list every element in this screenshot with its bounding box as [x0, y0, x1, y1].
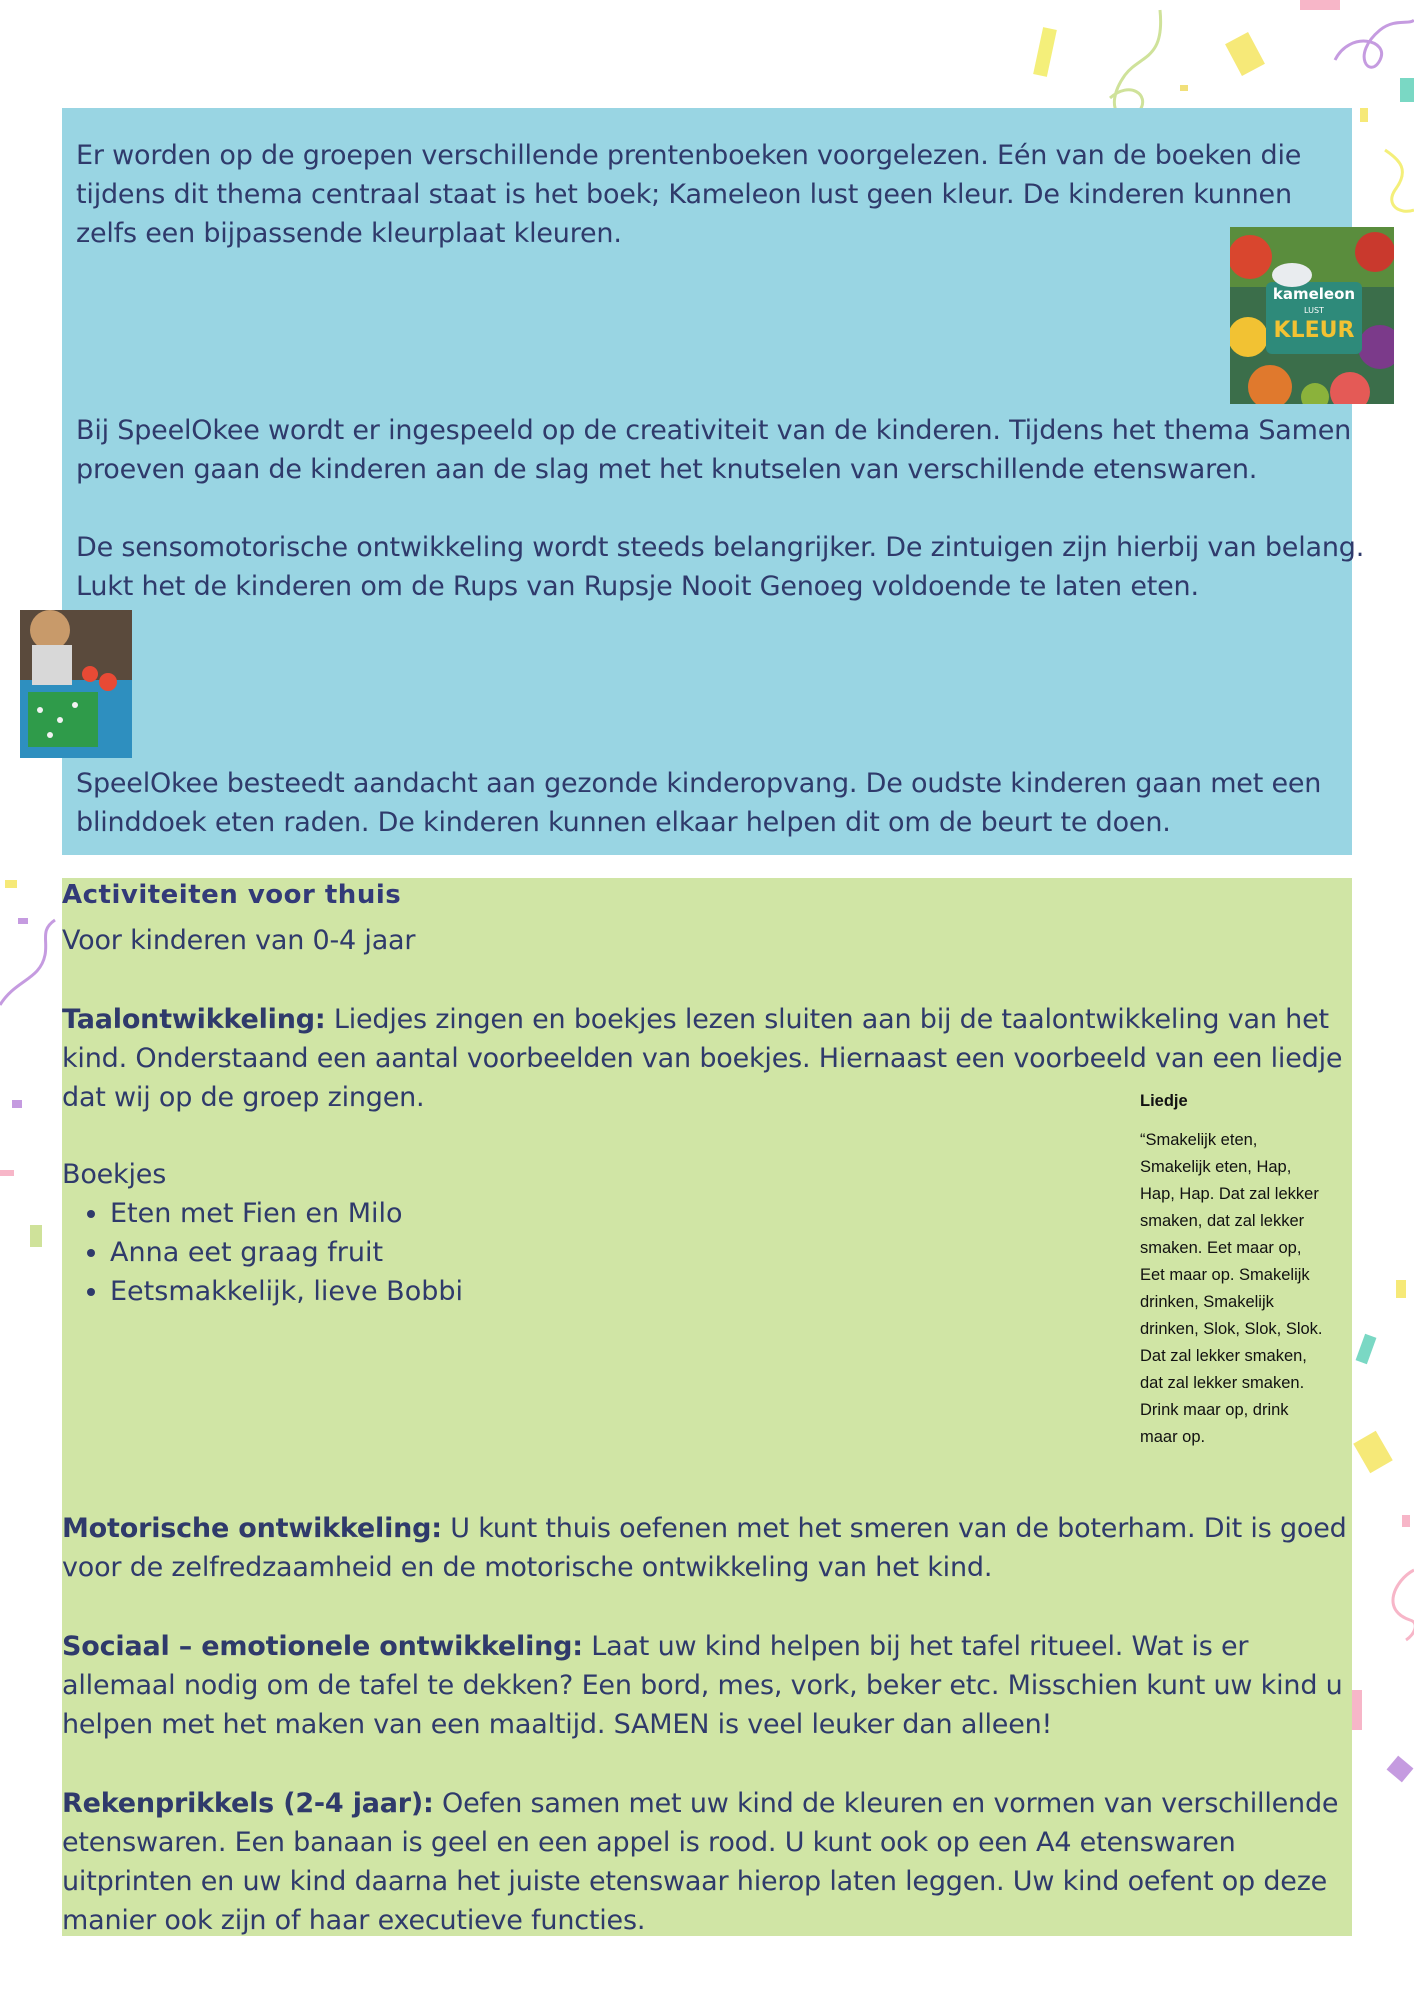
- motor-development-text: U kunt thuis oefenen met het smeren van de boterham. Dit is goed voor de zelfredzaamheid en de motorische ontwikkeling van het kind.: [62, 1513, 1347, 1583]
- song-title: Liedje: [1140, 1092, 1188, 1110]
- blue-paragraph-2: Bij SpeelOkee wordt er ingespeeld op de creativiteit van de kinderen. Tijdens het thema Samen proeven gaan de kinderen aan de slag met het knutselen van verschillende etenswaren.: [76, 415, 1352, 485]
- book-item: • Eetsmakkelijk, lieve Bobbi: [110, 1272, 463, 1311]
- book-item: • Eten met Fien en Milo: [110, 1194, 463, 1233]
- activities-heading: Activiteiten voor thuis: [62, 880, 402, 910]
- social-emotional-paragraph: [62, 1627, 1352, 1744]
- kameleon-book-cover-image: [1230, 227, 1394, 404]
- age-subheading: Voor kinderen van 0-4 jaar: [62, 925, 416, 956]
- books-title: Boekjes: [62, 1159, 167, 1190]
- child-playing-photo: [20, 610, 132, 758]
- language-development-text: Liedjes zingen en boekjes lezen sluiten aan bij de taalontwikkeling van het kind. Onderstaand een aantal voorbeelden van boekjes. Hiernaast een voorbeeld van een liedje dat wij op de groep zingen.: [62, 1004, 1343, 1113]
- song-box: [1140, 1088, 1330, 1451]
- blue-paragraph-4: SpeelOkee besteedt aandacht aan gezonde kinderopvang. De oudste kinderen gaan met een blinddoek eten raden. De kinderen kunnen elkaar helpen dit om de beurt te doen.: [76, 768, 1322, 838]
- social-emotional-text: Laat uw kind helpen bij het tafel ritueel. Wat is er allemaal nodig om de tafel te dekken? Een bord, mes, vork, beker etc. Misschien kunt uw kind u helpen met het maken van een maaltijd. SAMEN is veel leuker dan alleen!: [62, 1631, 1343, 1740]
- books-list: [62, 1194, 463, 1311]
- math-stimuli-text: Oefen samen met uw kind de kleuren en vormen van verschillende etenswaren. Een banaan is geel en een appel is rood. U kunt ook op een A4 etenswaren uitprinten en uw kind daarna het juiste etenswaar hierop laten leggen. Uw kind oefent op deze manier ook zijn of haar executieve functies.: [62, 1788, 1339, 1936]
- book-item: • Anna eet graag fruit: [110, 1233, 463, 1272]
- song-lyrics: “Smakelijk eten, Smakelijk eten, Hap, Hap, Hap. Dat zal lekker smaken, dat zal lekker smaken. Eet maar op, Eet maar op. Smakelijk drinken, Smakelijk drinken, Slok, Slok, Slok. Dat zal lekker smaken, dat zal lekker smaken. Drink maar op, drink maar op.: [1140, 1131, 1323, 1446]
- language-development-label: Taalontwikkeling:: [62, 1004, 326, 1035]
- confetti-left: [0, 840, 70, 1260]
- blue-paragraph-1: Er worden op de groepen verschillende prentenboeken voorgelezen. Eén van de boeken die tijdens dit thema centraal staat is het boek; Kameleon lust geen kleur. De kinderen kunnen zelfs een bijpassende kleurplaat kleuren.: [76, 140, 1302, 249]
- book-cover-title-line2: LUST: [1304, 306, 1324, 315]
- motor-development-paragraph: [62, 1509, 1352, 1587]
- math-stimuli-paragraph: [62, 1784, 1352, 1940]
- book-cover-title-line1: kameleon: [1272, 285, 1356, 303]
- blue-paragraph-3: De sensomotorische ontwikkeling wordt steeds belangrijker. De zintuigen zijn hierbij van belang. Lukt het de kinderen om de Rups van Rupsje Nooit Genoeg voldoende te laten eten.: [76, 532, 1365, 602]
- math-stimuli-label: Rekenprikkels (2-4 jaar):: [62, 1788, 434, 1819]
- book-cover-title-line3: KLEUR: [1273, 318, 1355, 343]
- motor-development-label: Motorische ontwikkeling:: [62, 1513, 442, 1544]
- social-emotional-label: Sociaal – emotionele ontwikkeling:: [62, 1631, 583, 1662]
